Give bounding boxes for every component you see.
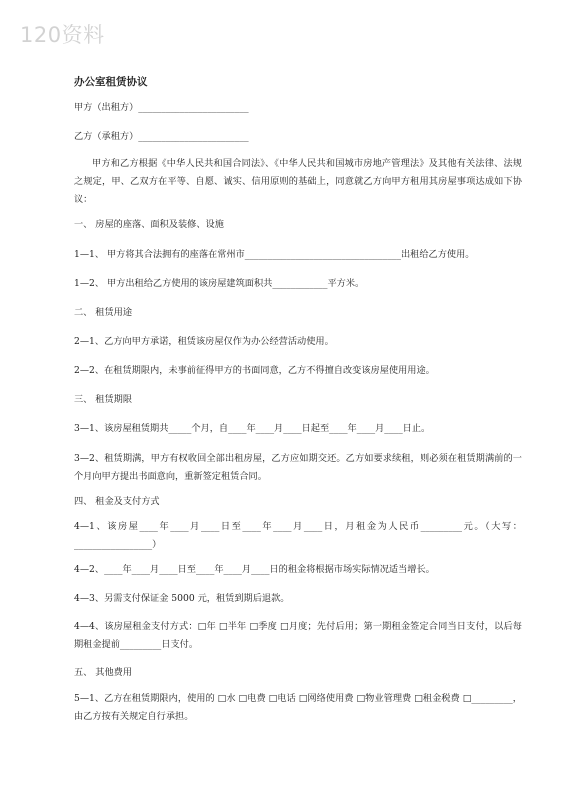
clause-4-4: 4—4、该房屋租金支付方式：□年 □半年 □季度 □月度；先付后用；第一期租金签定合同当日支付，以后每期租金提前_________日支付。 (74, 621, 522, 650)
clause-3-1: 3—1、该房屋租赁期共_____个月，自____年____月____日起至____年____月____日止。 (74, 423, 431, 434)
clause-4-1: 4—1、该房屋____年____月____日至____年____月____日，月租金为人民币_________元。（大写：_________________） (74, 521, 522, 550)
section-2-heading: 二、 租赁用途 (74, 307, 133, 318)
section-5-heading: 五、 其他费用 (74, 667, 133, 678)
clause-5-1: 5—1、乙方在租赁期限内，使用的 □水 □电费 □电话 □网络使用费 □物业管理费 □租金税费 □_________，由乙方按有关规定自行承担。 (74, 693, 522, 722)
party-a-line: 甲方（出租方）________________________ (74, 102, 249, 113)
party-b-line: 乙方（承租方）________________________ (74, 131, 249, 142)
section-4-heading: 四、 租金及支付方式 (74, 496, 160, 507)
clause-4-2: 4—2、____年____月____日至____年____月____日的租金将根据市场实际情况适当增长。 (74, 564, 435, 575)
clause-2-1: 2—1、乙方向甲方承诺，租赁该房屋仅作为办公经营活动使用。 (74, 336, 334, 347)
clause-1-1: 1—1、 甲方将其合法拥有的座落在常州市__________________________________出租给乙方使用。 (74, 249, 475, 260)
clause-2-2: 2—2、在租赁期限内，未事前征得甲方的书面同意，乙方不得擅自改变该房屋使用用途。 (74, 365, 435, 376)
clause-3-2: 3—2、租赁期满，甲方有权收回全部出租房屋，乙方应如期交还。乙方如要求续租，则必须在租赁期满前的一个月向甲方提出书面意向，重新签定租赁合同。 (74, 453, 522, 482)
clause-4-3: 4—3、另需支付保证金 5000 元，租赁到期后退款。 (74, 593, 290, 604)
watermark-logo: 120资料 (20, 23, 105, 47)
document-title: 办公室租赁协议 (74, 76, 148, 88)
clause-1-2: 1—2、 甲方出租给乙方使用的该房屋建筑面积共____________平方米。 (74, 278, 365, 289)
intro-paragraph: 甲方和乙方根据《中华人民共和国合同法》、《中华人民共和国城市房地产管理法》及其他有关法律、法规之规定，甲、乙双方在平等、自愿、诚实、信用原则的基础上，同意就乙方向甲方租用其房屋事项达成如下协议： (74, 158, 522, 205)
section-3-heading: 三、 租赁期限 (74, 394, 133, 405)
section-1-heading: 一、 房屋的座落、面积及装修、设施 (74, 219, 224, 230)
